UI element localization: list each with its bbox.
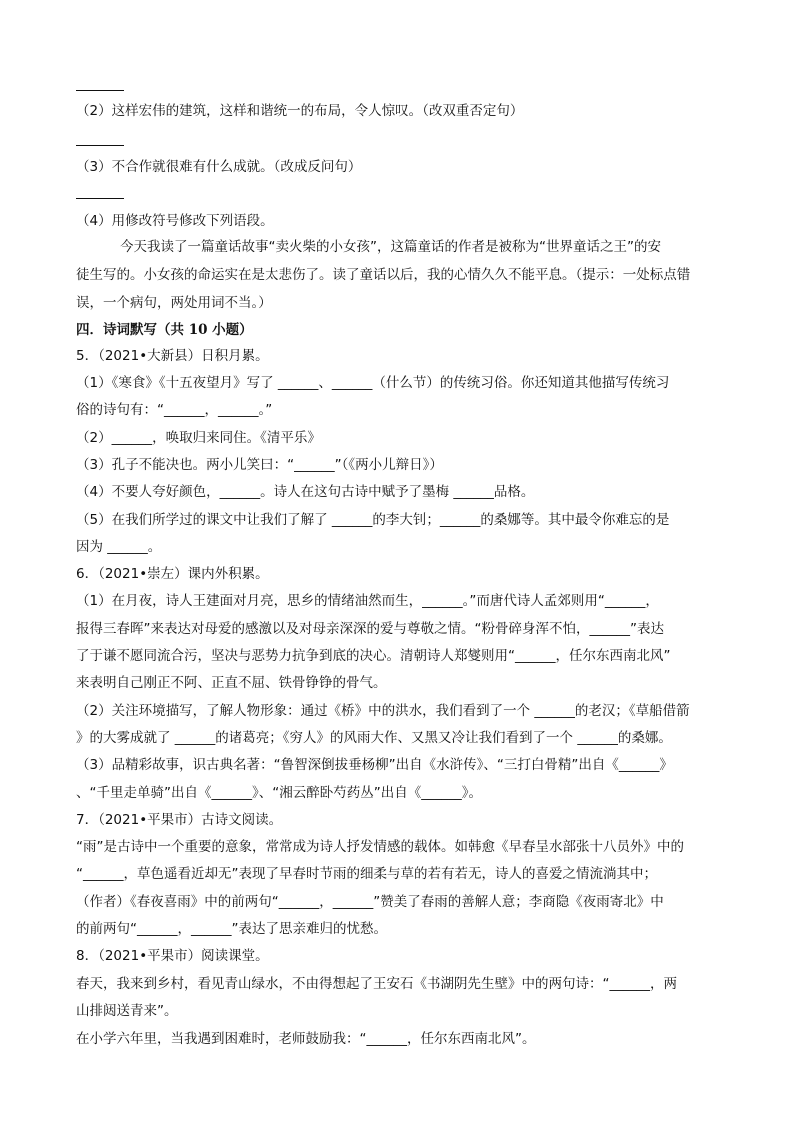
question-line: （5）在我们所学过的课文中让我们了解了 ______的李大钊；______的桑娜等。其中最令你难忘的是	[76, 512, 670, 528]
question-line: （2）______，唤取归来同住。《清平乐》	[76, 430, 321, 446]
question-line: 春天，我来到乡村，看见青山绿水，不由得想起了王安石《书湖阴先生壁》中的两句诗：“______，两	[76, 976, 677, 992]
question-title: 5．（2021•大新县）日积月累。	[76, 348, 269, 364]
question-line: 、“千里走单骑”出自《______》、“湘云醉卧芍药丛”出自《______》。	[76, 785, 482, 801]
question-line: 来表明自己刚正不阿、正直不屈、铁骨铮铮的骨气。	[76, 675, 387, 691]
answer-blank-line	[76, 198, 124, 199]
question-line: 的前两句“______，______”表达了思亲难归的忧愁。	[76, 921, 387, 937]
question-title: 7．（2021•平果市）古诗文阅读。	[76, 812, 283, 828]
paragraph-line: 今天我读了一篇童话故事“卖火柴的小女孩”，这篇童话的作者是被称为“世界童话之王”的安	[120, 239, 661, 255]
question-line: “______，草色遥看近却无”表现了早春时节雨的细柔与草的若有若无，诗人的喜爱之情流淌其中；	[76, 866, 657, 882]
paragraph-line: 徒生写的。小女孩的命运实在是太悲伤了。读了童话以后，我的心情久久不能平息。（提示：一处标点错	[76, 267, 691, 283]
question-line: （3）品精彩故事，识古典名著：“鲁智深倒拔垂杨柳”出自《水浒传》、“三打白骨精”出自《______》	[76, 757, 673, 773]
question-line: 了于谦不愿同流合污，坚决与恶势力抗争到底的决心。清朝诗人郑燮则用“______，任尔东西南北风”	[76, 648, 671, 664]
paragraph-line: 误，一个病句，两处用词不当。）	[76, 295, 272, 311]
section-heading: 四．诗词默写（共 10 小题）	[76, 322, 253, 338]
question-line: （4）不要人夸好颜色，______。诗人在这句古诗中赋予了墨梅 ______品格。	[76, 484, 535, 500]
question-line: 俗的诗句有：“______，______。”	[76, 402, 273, 418]
question-line: 》的大雾成就了 ______的诸葛亮；《穷人》的风雨大作、又黑又冷让我们看到了一个 ______的桑娜。	[76, 730, 672, 746]
answer-blank-line	[76, 90, 124, 91]
question-line: （作者）《春夜喜雨》中的前两句“______，______”赞美了春雨的善解人意；李商隐《夜雨寄北》中	[76, 894, 664, 910]
question-line: （4）用修改符号修改下列语段。	[76, 213, 274, 229]
question-line: （2）关注环境描写，了解人物形象：通过《桥》中的洪水，我们看到了一个 ______的老汉；《草船借箭	[76, 703, 690, 719]
question-line: （2）这样宏伟的建筑，这样和谐统一的布局，令人惊叹。（改双重否定句）	[76, 103, 524, 119]
question-line: （3）不合作就很难有什么成就。（改成反问句）	[76, 159, 362, 175]
question-line: 报得三春晖”来表达对母爱的感激以及对母亲深深的爱与尊敬之情。“粉骨碎身浑不怕，______”表达	[76, 621, 664, 637]
question-title: 8．（2021•平果市）阅读课堂。	[76, 948, 269, 964]
question-line: “雨”是古诗中一个重要的意象，常常成为诗人抒发情感的载体。如韩愈《早春呈水部张十八员外》中的	[76, 839, 684, 855]
answer-blank-line	[76, 145, 124, 146]
question-line: （1）在月夜，诗人王建面对月亮，思乡的情绪油然而生，______。”而唐代诗人孟郊则用“______，	[76, 593, 659, 609]
question-line: 山排闼送青来”。	[76, 1003, 178, 1019]
question-line: （1）《寒食》《十五夜望月》写了 ______、______（什么节）的传统习俗。你还知道其他描写传统习	[76, 375, 670, 391]
question-line: 因为 ______。	[76, 539, 162, 555]
question-title: 6．（2021•崇左）课内外积累。	[76, 566, 269, 582]
question-line: （3）孔子不能决也。两小儿笑曰：“______”（《两小儿辩日》）	[76, 457, 443, 473]
question-line: 在小学六年里，当我遇到困难时，老师鼓励我：“______，任尔东西南北风”。	[76, 1031, 536, 1047]
